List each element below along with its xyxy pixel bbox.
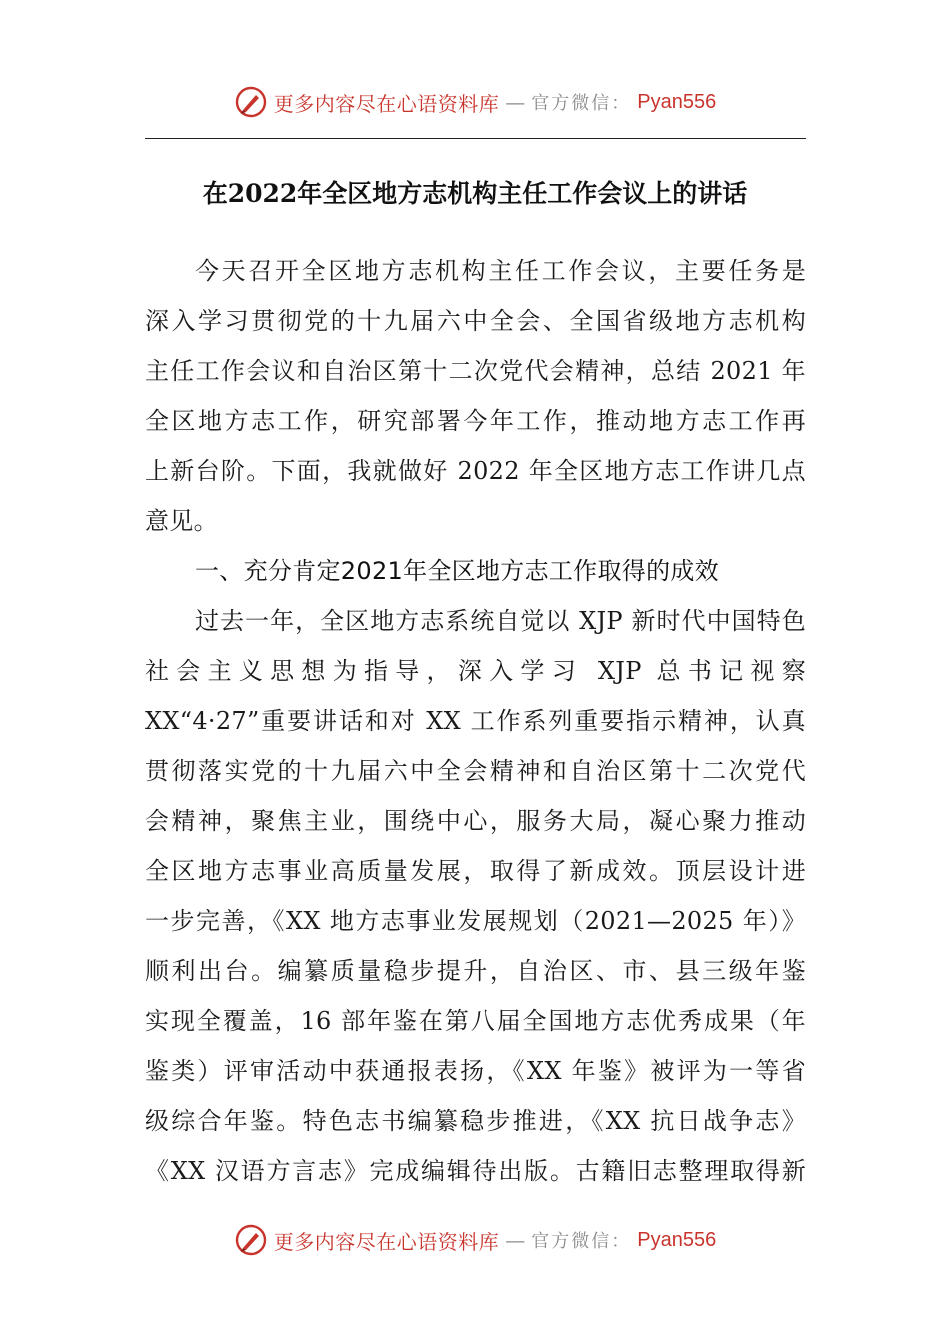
paragraph-line: 今天召开全区地方志机构主任工作会议，主要任务是 xyxy=(195,257,806,285)
paragraph-line: 过去一年，全区地方志系统自觉以 XJP 新时代中国特色 xyxy=(195,607,806,635)
watermark-wechat-label: 官方微信： xyxy=(531,93,632,114)
paragraph-line: 上新台阶。下面，我就做好 2022 年全区地方志工作讲几点 xyxy=(145,457,806,485)
paragraph-line: 全区地方志事业高质量发展，取得了新成效。顶层设计进 xyxy=(145,857,806,885)
paragraph-line: 鉴类）评审活动中获通报表扬，《XX 年鉴》被评为一等省 xyxy=(145,1057,806,1085)
paragraph-line: 顺利出台。编纂质量稳步提升，自治区、市、县三级年鉴 xyxy=(145,957,806,985)
document-body xyxy=(145,246,806,1196)
paragraph-line: 会精神，聚焦主业，围绕中心，服务大局，凝心聚力推动 xyxy=(145,807,806,835)
document-title: 在2022年全区地方志机构主任工作会议上的讲话 xyxy=(202,179,748,208)
paragraph-line: 级综合年鉴。特色志书编纂稳步推进，《XX 抗日战争志》 xyxy=(145,1107,806,1135)
header-divider xyxy=(145,138,806,139)
section-heading: 一、充分肯定2021年全区地方志工作取得的成效 xyxy=(195,557,719,585)
paragraph-line: XX“4·27”重要讲话和对 XX 工作系列重要指示精神，认真 xyxy=(145,707,806,735)
pen-circle-logo-icon xyxy=(234,85,268,119)
paragraph-line: 主任工作会议和自治区第十二次党代会精神，总结 2021 年 xyxy=(145,357,806,385)
paragraph-line: 贯彻落实党的十九届六中全会精神和自治区第十二次党代 xyxy=(145,757,806,785)
watermark-separator: — xyxy=(505,1228,526,1252)
watermark-separator: — xyxy=(505,90,526,114)
watermark-brand: 更多内容尽在心语资料库 xyxy=(273,91,500,116)
paragraph-line: 实现全覆盖，16 部年鉴在第八届全国地方志优秀成果（年 xyxy=(145,1007,806,1035)
pen-circle-logo-icon xyxy=(234,1223,268,1257)
paragraph-line: 深入学习贯彻党的十九届六中全会、全国省级地方志机构 xyxy=(145,307,806,335)
watermark-brand: 更多内容尽在心语资料库 xyxy=(273,1229,500,1254)
footer-watermark xyxy=(0,1222,950,1258)
watermark-wechat-id: Pyan556 xyxy=(637,1228,717,1251)
paragraph-line: 全区地方志工作，研究部署今年工作，推动地方志工作再 xyxy=(145,407,806,435)
paragraph-line: 一步完善，《XX 地方志事业发展规划（2021—2025 年）》 xyxy=(145,907,806,935)
paragraph-line: 《XX 汉语方言志》完成编辑待出版。古籍旧志整理取得新 xyxy=(145,1157,806,1185)
paragraph-line: 意见。 xyxy=(145,507,218,535)
paragraph-line: 社会主义思想为指导，深入学习 XJP 总书记视察 xyxy=(145,657,806,685)
header-watermark xyxy=(0,84,950,120)
watermark-wechat-label: 官方微信： xyxy=(531,1231,632,1252)
watermark-wechat-id: Pyan556 xyxy=(637,90,717,113)
